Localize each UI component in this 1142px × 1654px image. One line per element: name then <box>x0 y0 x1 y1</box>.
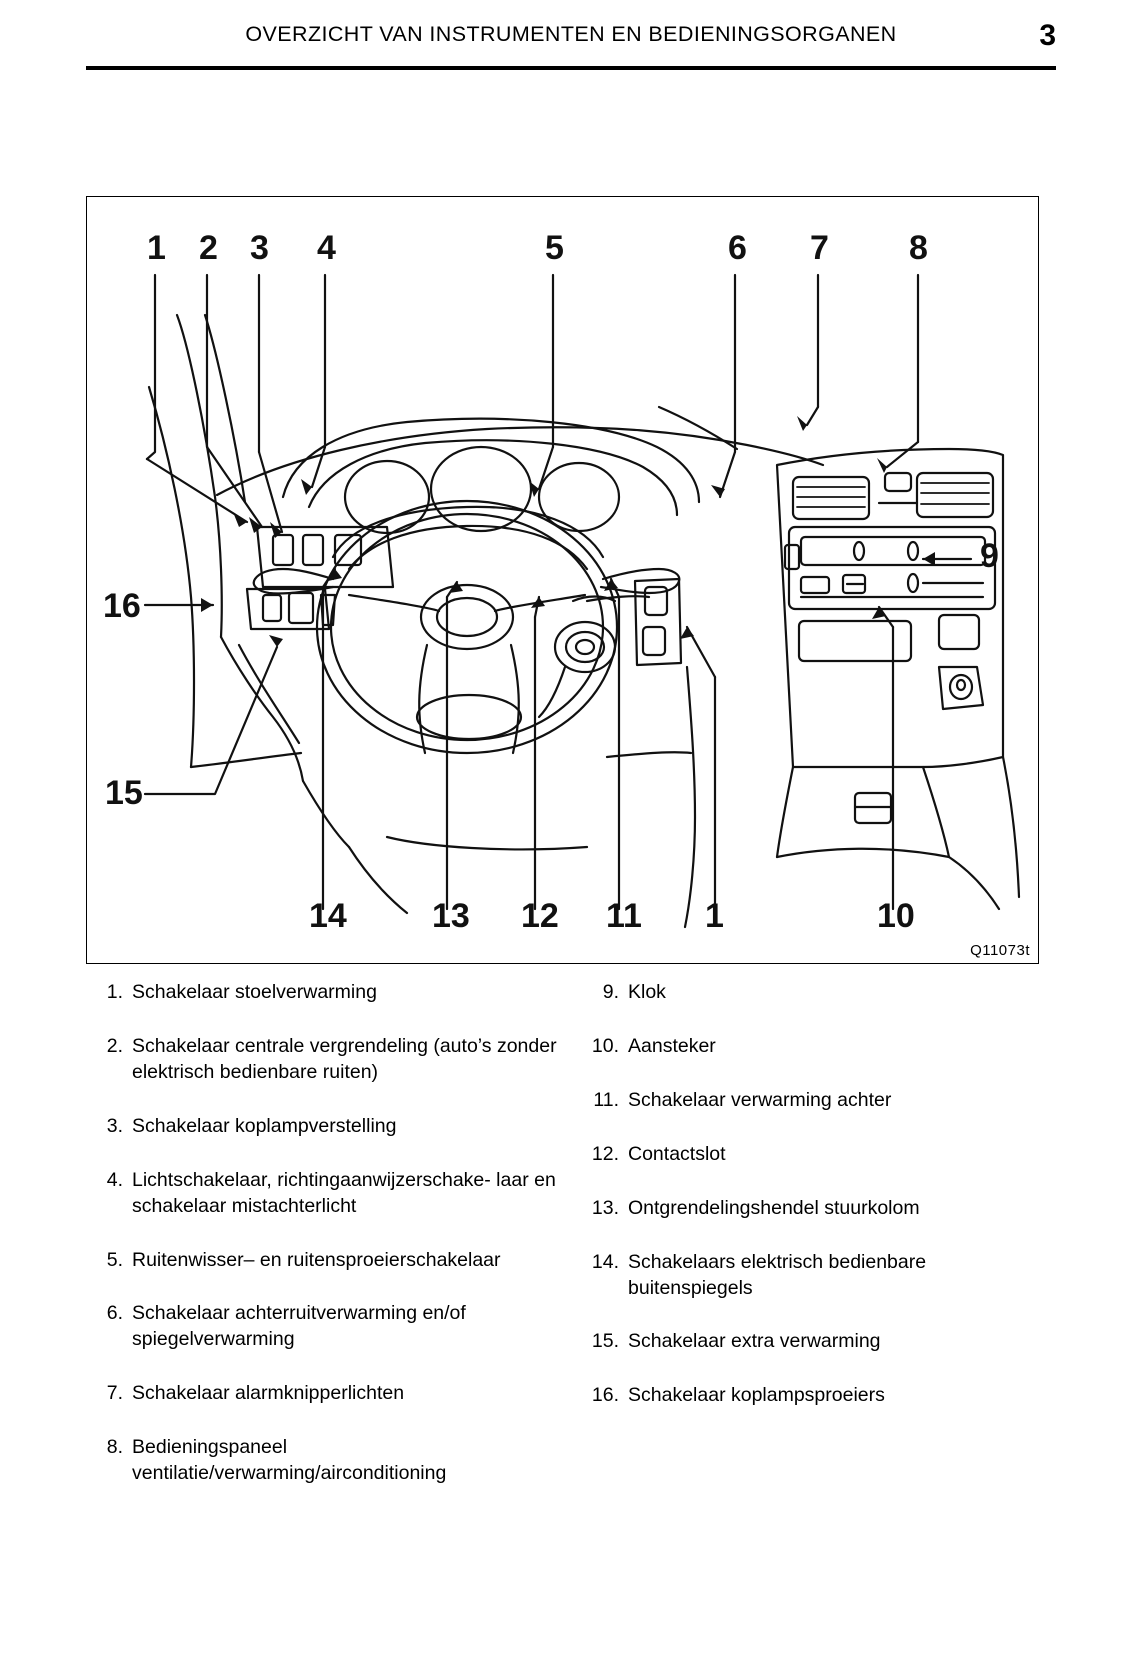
legend-label: Schakelaar alarmknipperlichten <box>132 1382 405 1405</box>
svg-text:9: 9 <box>980 537 999 575</box>
legend-number: 1. <box>106 981 123 1003</box>
legend-number: 11. <box>593 1088 619 1111</box>
list-item <box>90 1435 560 1487</box>
legend-number: 6. <box>106 1302 123 1325</box>
legend-label: Schakelaars elektrisch bedienbare buitenspiegels <box>628 1250 927 1299</box>
svg-text:10: 10 <box>877 897 915 935</box>
svg-text:13: 13 <box>432 897 470 935</box>
legend-label: Bedieningspaneel ventilatie/verwarming/airconditioning <box>132 1436 447 1485</box>
svg-text:12: 12 <box>521 897 559 935</box>
legend-number: 12. <box>591 1142 619 1165</box>
list-item <box>582 1034 1052 1060</box>
legend-number: 15. <box>591 1330 619 1353</box>
list-item <box>90 1248 560 1274</box>
list-item <box>582 1088 1052 1114</box>
legend-number: 2. <box>106 1034 123 1057</box>
list-item <box>582 1196 1052 1222</box>
list-item <box>90 1301 560 1353</box>
legend-label: Ruitenwisser– en ruitensproeierschakelaar <box>132 1248 501 1271</box>
list-item <box>90 1114 560 1140</box>
legend-label: Klok <box>628 981 666 1003</box>
dashboard-illustration <box>87 197 1037 962</box>
list-item <box>582 1383 1052 1409</box>
legend-number: 4. <box>106 1168 123 1191</box>
svg-text:11: 11 <box>606 897 642 935</box>
legend-number: 7. <box>106 1382 123 1405</box>
svg-text:5: 5 <box>545 229 564 267</box>
legend-label: Ontgrendelingshendel stuurkolom <box>628 1196 920 1219</box>
list-item <box>90 1168 560 1220</box>
legend-number: 3. <box>106 1114 123 1137</box>
legend-label: Schakelaar extra verwarming <box>628 1330 881 1353</box>
legend-number: 10. <box>591 1034 619 1057</box>
legend-label: Schakelaar centrale vergrendeling (auto’s zonder elektrisch bedienbare ruiten) <box>132 1034 557 1083</box>
list-item <box>582 980 1052 1006</box>
page-number: 3 <box>1039 19 1056 52</box>
legend <box>86 980 1056 1520</box>
list-item <box>90 1034 560 1086</box>
header-divider <box>86 66 1056 70</box>
legend-number: 8. <box>106 1436 123 1459</box>
svg-text:2: 2 <box>199 229 218 267</box>
legend-label: Lichtschakelaar, richtingaanwijzerschake- laar en schakelaar mistachterlicht <box>132 1168 556 1217</box>
list-item <box>90 1381 560 1407</box>
legend-label: Aansteker <box>628 1034 716 1057</box>
legend-number: 14. <box>591 1250 619 1273</box>
legend-number: 16. <box>591 1384 619 1407</box>
svg-text:8: 8 <box>909 229 928 267</box>
legend-number: 9. <box>602 981 619 1003</box>
svg-text:15: 15 <box>105 774 143 812</box>
svg-text:7: 7 <box>810 229 829 267</box>
legend-column-right <box>582 980 1052 1437</box>
svg-text:14: 14 <box>309 897 347 935</box>
legend-label: Schakelaar achterruitverwarming en/of spiegelverwarming <box>132 1302 466 1351</box>
svg-text:1: 1 <box>705 897 724 935</box>
legend-column-left <box>90 980 560 1515</box>
page-title: OVERZICHT VAN INSTRUMENTEN EN BEDIENINGSORGANEN <box>245 22 897 46</box>
svg-text:4: 4 <box>317 229 336 267</box>
legend-label: Schakelaar koplampsproeiers <box>628 1384 885 1407</box>
list-item <box>582 1142 1052 1168</box>
legend-label: Schakelaar koplampverstelling <box>132 1114 397 1137</box>
list-item <box>582 1250 1052 1302</box>
svg-text:1: 1 <box>147 229 166 267</box>
legend-number: 5. <box>106 1248 123 1271</box>
legend-label: Schakelaar verwarming achter <box>628 1088 892 1111</box>
legend-label: Schakelaar stoelverwarming <box>132 981 377 1003</box>
list-item <box>90 980 560 1006</box>
svg-text:16: 16 <box>103 587 141 625</box>
legend-number: 13. <box>591 1196 619 1219</box>
page-header <box>86 19 1056 52</box>
figure-code: Q11073t <box>970 942 1030 959</box>
list-item <box>582 1329 1052 1355</box>
legend-label: Contactslot <box>628 1142 726 1165</box>
svg-text:3: 3 <box>250 229 269 267</box>
svg-text:6: 6 <box>728 229 747 267</box>
dashboard-diagram <box>86 196 1039 964</box>
